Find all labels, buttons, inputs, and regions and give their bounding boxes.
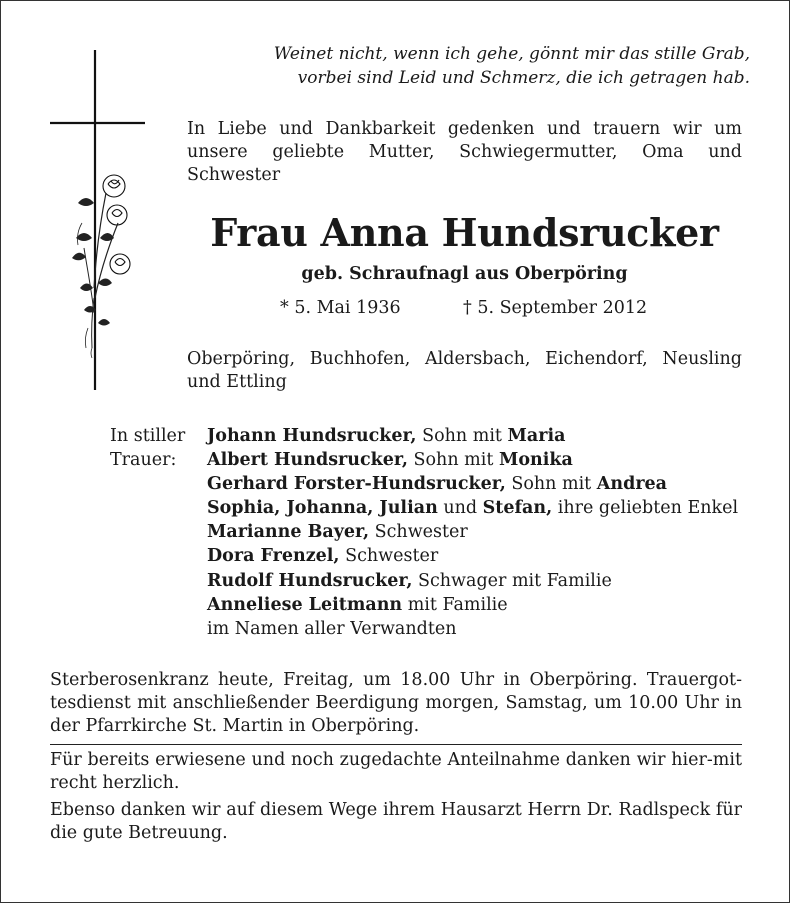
quote (230, 42, 750, 90)
mourner-relation: Sohn mit (416, 426, 508, 446)
mourner-entry (207, 448, 747, 472)
death-date: † 5. September 2012 (463, 298, 648, 318)
maiden-name: geb. Schraufnagl aus Oberpöring (301, 264, 628, 284)
birth-date: * 5. Mai 1936 (280, 298, 401, 318)
mourner-entry (207, 472, 747, 496)
cross-with-roses-icon (48, 48, 148, 392)
divider (50, 744, 742, 745)
mourner-entry (207, 520, 747, 544)
mourner-relation: und (437, 498, 483, 519)
thanks-paragraph: Ebenso danken wir auf diesem Wege ihrem Hausarzt Herrn Dr. Radlspeck für die gute Betreuung. (50, 800, 742, 843)
mourner-name: Albert Hundsrucker, (207, 450, 408, 471)
mourners-list (207, 424, 747, 641)
mourner-relation: Sohn mit (407, 450, 499, 471)
mourner-name: Johann Hundsrucker, (207, 426, 417, 446)
mourner-relation: Schwester (339, 546, 439, 567)
mourner-partner: Monika (498, 450, 573, 471)
mourner-relation: Sohn mit (505, 474, 597, 495)
mourner-relation: Schwager mit Familie (412, 570, 612, 591)
mourner-relation: im Namen aller Verwandten (207, 618, 457, 639)
intro-text: In Liebe und Dankbarkeit gedenken und trauern wir um unsere geliebte Mutter, Schwiegermutter, Oma und Schwester (187, 119, 742, 185)
mourner-name: Anneliese Leitmann (207, 594, 403, 615)
mourner-relation-tail: ihre geliebten Enkel (552, 498, 739, 519)
mourner-partner: Stefan, (482, 498, 553, 519)
mourner-partner: Andrea (596, 474, 668, 495)
mourner-entry (207, 424, 747, 448)
mourner-entry (207, 544, 747, 568)
rosary-notice: Sterberosenkranz heute, Freitag, um 18.00 Uhr in Oberpöring. Trauergot-tesdienst mit anschließender Beerdigung morgen, Samstag, um 10.00 Uhr in der Pfarrkirche St. Martin in Oberpöring. (50, 670, 742, 736)
mourner-relation: mit Familie (402, 594, 508, 615)
mourner-relation: Schwester (369, 522, 468, 543)
mourners-label-line: In stiller (110, 426, 186, 446)
mourner-name: Rudolf Hundsrucker, (207, 570, 413, 591)
quote-line: Weinet nicht, wenn ich gehe, gönnt mir das stille Grab, (273, 44, 750, 64)
mourner-entry (207, 593, 747, 617)
quote-line: vorbei sind Leid und Schmerz, die ich getragen hab. (297, 68, 750, 88)
mourner-name: Dora Frenzel, (207, 546, 340, 567)
mourner-name: Marianne Bayer, (207, 522, 370, 543)
mourners-label-line: Trauer: (110, 450, 177, 470)
deceased-name: Frau Anna Hundsrucker (210, 210, 719, 255)
mourner-entry (207, 569, 747, 593)
mourner-partner: Maria (507, 426, 566, 446)
mourners-label (110, 424, 200, 472)
mourner-entry (207, 617, 747, 641)
mourner-entry (207, 496, 747, 520)
mourner-name: Sophia, Johanna, Julian (207, 498, 438, 519)
places: Oberpöring, Buchhofen, Aldersbach, Eichendorf, Neusling und Ettling (187, 349, 742, 392)
thanks-paragraph: Für bereits erwiesene und noch zugedachte Anteilnahme danken wir hier-mit recht herzlich. (50, 750, 742, 793)
mourner-name: Gerhard Forster-Hundsrucker, (207, 474, 506, 495)
